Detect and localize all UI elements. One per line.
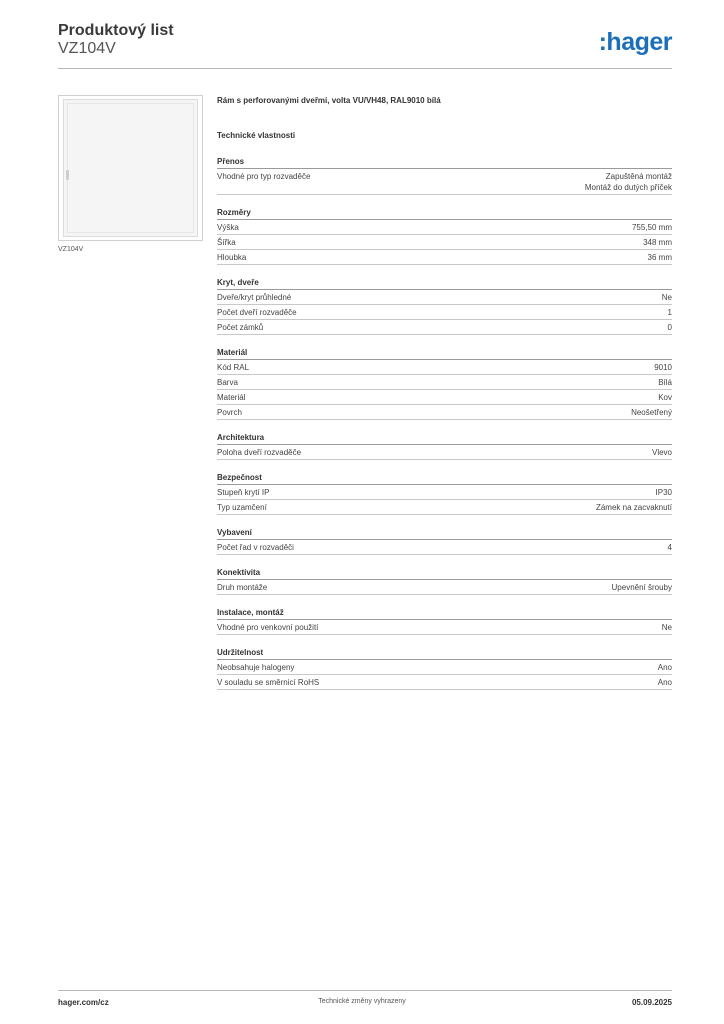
spec-label: Výška [217,223,239,232]
spec-value [654,362,672,373]
spec-label: Materiál [217,393,246,402]
spec-value-line: Ano [657,678,672,687]
spec-row [217,290,672,305]
spec-value [652,447,672,458]
spec-value-line: 36 mm [647,253,672,262]
spec-section [217,347,672,420]
technical-properties-title: Technické vlastnosti [217,131,296,140]
spec-section [217,207,672,265]
spec-row [217,169,672,195]
spec-value [631,407,672,418]
page-title: Produktový list [58,22,174,39]
spec-label: Vhodné pro venkovní použití [217,623,319,632]
spec-row [217,620,672,635]
spec-value [668,322,672,333]
spec-value-line: 755,50 mm [631,223,672,232]
footer-divider [58,990,672,991]
spec-value-line: 0 [667,323,672,332]
spec-value-line: Bílá [658,378,672,387]
spec-value [596,502,672,513]
spec-value-line: Kov [658,393,672,402]
spec-label: Druh montáže [217,583,268,592]
footer-website[interactable]: hager.com/cz [58,998,109,1007]
spec-row [217,375,672,390]
spec-row [217,660,672,675]
spec-value [632,222,672,233]
door-handle-icon [66,170,69,180]
spec-row [217,485,672,500]
spec-section [217,647,672,690]
spec-value-line: Ano [657,663,672,672]
section-title: Instalace, montáž [217,607,672,620]
spec-section [217,472,672,515]
spec-value-line: IP30 [655,488,672,497]
spec-row [217,540,672,555]
spec-label: Vhodné pro typ rozvaděče [217,172,311,181]
spec-value-line: Montáž do dutých příček [584,183,672,192]
spec-row [217,320,672,335]
section-title: Udržitelnost [217,647,672,660]
spec-value-line: Neošetřený [631,408,672,417]
spec-label: Počet řad v rozvaděči [217,543,294,552]
spec-value [658,662,672,673]
spec-label: Hloubka [217,253,247,262]
spec-section [217,567,672,595]
spec-row [217,235,672,250]
footer-note: Technické změny vyhrazeny [318,998,406,1005]
spec-value [643,237,672,248]
spec-value [585,171,672,193]
spec-value [662,622,672,633]
spec-row [217,305,672,320]
spec-label: V souladu se směrnicí RoHS [217,678,320,687]
footer-date: 05.09.2025 [631,998,672,1007]
hager-logo: :hager [598,28,672,56]
spec-section [217,277,672,335]
section-title: Architektura [217,432,672,445]
spec-section [217,607,672,635]
product-description: Rám s perforovanými dveřmi, volta VU/VH48, RAL9010 bílá [217,96,441,105]
spec-value-line: Ne [661,293,672,302]
spec-value [656,487,672,498]
spec-label: Typ uzamčení [217,503,267,512]
spec-label: Počet zámků [217,323,264,332]
section-title: Přenos [217,156,672,169]
image-caption: VZ104V [58,246,84,253]
spec-section [217,527,672,555]
section-title: Kryt, dveře [217,277,672,290]
spec-value [612,582,672,593]
spec-value [662,292,672,303]
product-image [58,95,203,241]
spec-value [658,392,672,403]
spec-row [217,220,672,235]
header-divider [58,68,672,69]
spec-value-line: Vlevo [651,448,672,457]
spec-label: Neobsahuje halogeny [217,663,295,672]
spec-section [217,432,672,460]
spec-label: Dveře/kryt průhledné [217,293,292,302]
spec-value-line: 9010 [654,363,672,372]
spec-value-line: 1 [667,308,672,317]
spec-label: Poloha dveří rozvaděče [217,448,302,457]
spec-sections [217,156,672,690]
spec-label: Počet dveří rozvaděče [217,308,297,317]
spec-value [668,542,672,553]
spec-value-line: Zapuštěná montáž [605,172,672,181]
spec-label: Stupeň krytí IP [217,488,270,497]
spec-row [217,405,672,420]
spec-value-line: Upevnění šrouby [611,583,672,592]
spec-value-line: Zámek na zacvaknutí [595,503,672,512]
spec-row [217,360,672,375]
page-header [58,22,672,70]
spec-value [658,377,672,388]
section-title: Rozměry [217,207,672,220]
spec-row [217,445,672,460]
spec-value [658,677,672,688]
spec-section [217,156,672,195]
spec-value-line: 348 mm [643,238,672,247]
spec-row [217,675,672,690]
section-title: Bezpečnost [217,472,672,485]
spec-label: Povrch [217,408,242,417]
section-title: Materiál [217,347,672,360]
spec-row [217,500,672,515]
spec-label: Šířka [217,238,236,247]
section-title: Vybavení [217,527,672,540]
spec-row [217,390,672,405]
spec-value-line: 4 [667,543,672,552]
door-panel-illustration [63,99,198,237]
spec-row [217,250,672,265]
spec-value-line: Ne [661,623,672,632]
spec-value [648,252,672,263]
spec-value [668,307,672,318]
section-title: Konektivita [217,567,672,580]
product-code: VZ104V [58,40,116,57]
perforated-panel [67,103,194,233]
spec-label: Barva [217,378,238,387]
spec-content [217,95,672,690]
spec-label: Kód RAL [217,363,250,372]
spec-row [217,580,672,595]
